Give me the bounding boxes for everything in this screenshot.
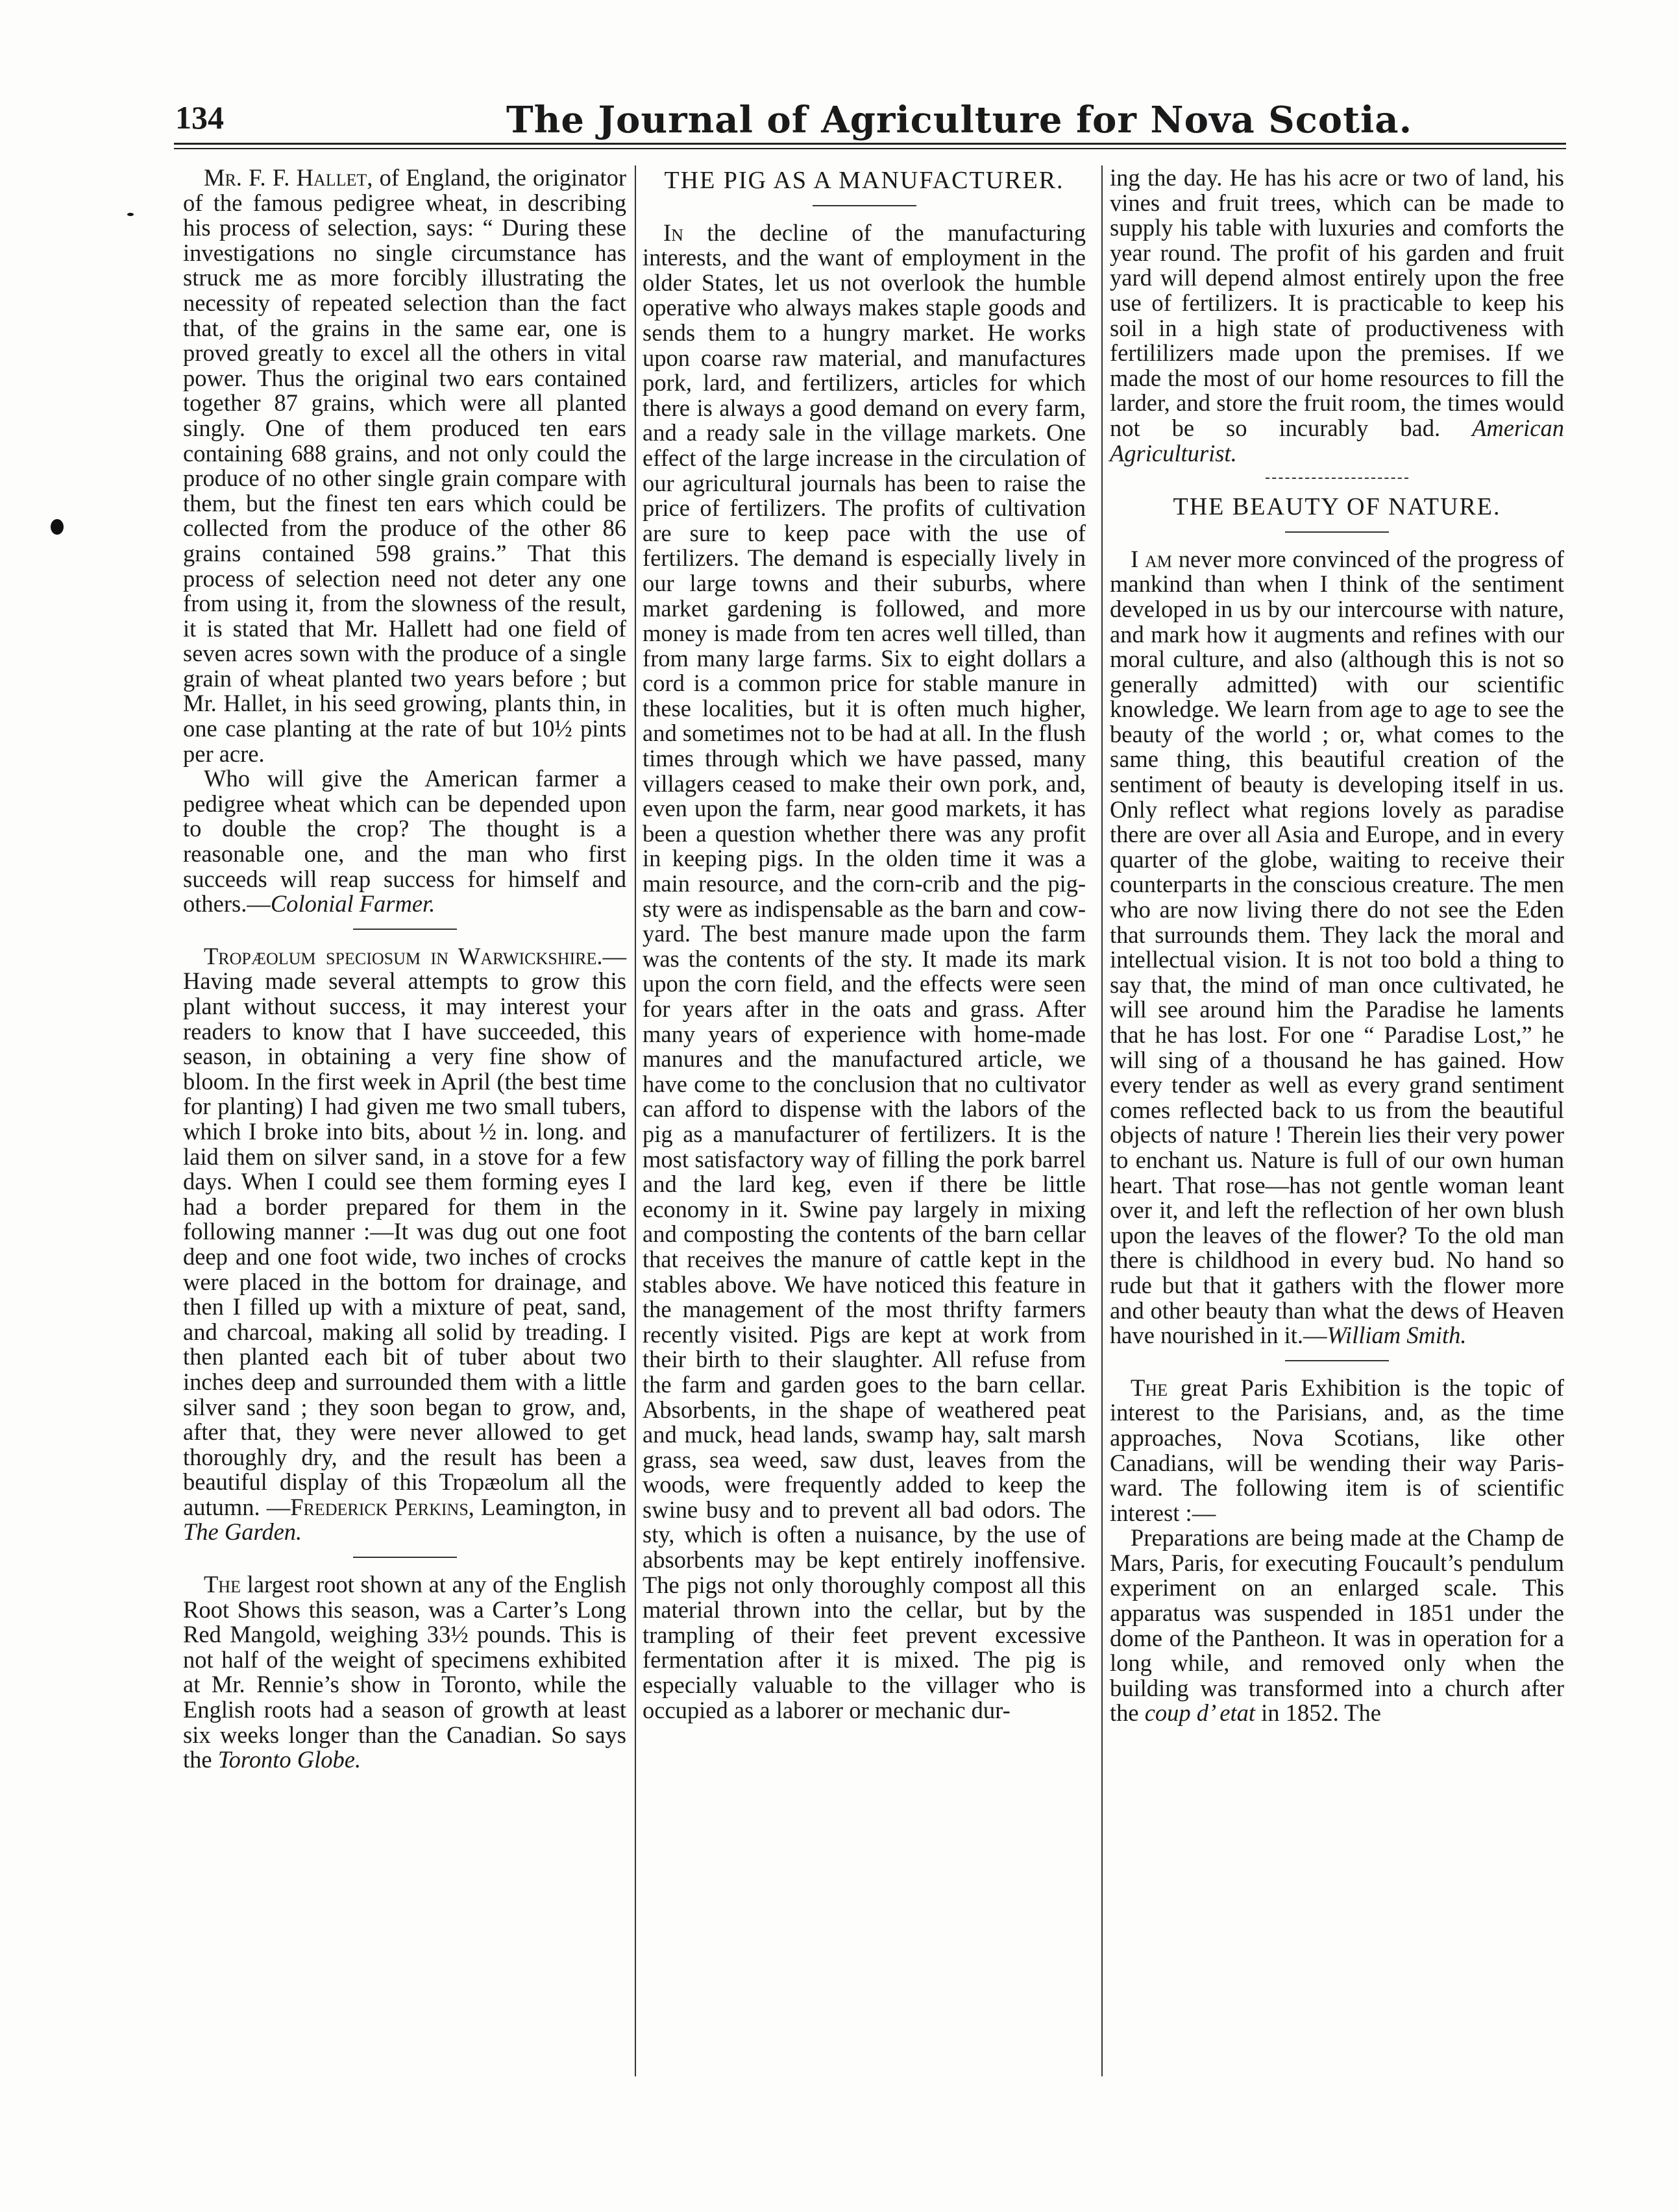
- article-text: of England, the originator of the famous pedigree wheat, in describing his process of selection, says: “ During these investigations no single circumstance has struck me as more forcibly illustrating the necessity of repeated selection than the fact that, of the grains in the same ear, one is proved greatly to excel all the others in vital power. Thus the original two ears contained together 87 grains, which were all planted singly. One of them produced ten ears containing 688 grains, and not only could the produce of no other single grain compare with them, but the finest ten ears which could be collected from the produce of the other 86 grains contained 598 grains.” That this process of selection need not deter any one from using it, from the slowness of the result, it is stated that Mr. Hallett had one field of seven acres sown with the produce of a single grain of wheat planted two years before ; but Mr. Hallet, in his seed growing, plants thin, in one case planting at the rate of but 10½ pints per acre.: [183, 164, 626, 767]
- article-source: The Garden.: [183, 1518, 302, 1546]
- article-text: great Paris Exhibition is the topic of interest to the Parisians, and, as the time approaches, Nova Scotians, like other Canadians, will be wending their way Paris-ward. The following item is of scientific interest :—: [1110, 1374, 1564, 1526]
- article-text: in 1852. The: [1255, 1699, 1381, 1727]
- article-lead: Tropæolum speciosum in Warwickshire.: [204, 942, 603, 969]
- header-rule-inner: [174, 148, 1566, 149]
- article-italic: coup d’ etat: [1144, 1699, 1256, 1727]
- journal-title: The Journal of Agriculture for Nova Scotia.: [506, 99, 1413, 141]
- article-lead: Mr. F. F. Hallet,: [204, 164, 373, 191]
- page-number: 134: [175, 99, 224, 136]
- article-text: never more convinced of the progress of mankind than when I think of the sentiment developed in us by our intercourse with nature, and mark how it augments and refines with our moral culture, and also (although this is not so generally admitted) with our scientific knowledge. We learn from age to age to see the beauty of the world ; or, what comes to the same thing, this beautiful creation of the sentiment of beauty is developing itself in us. Only reflect what regions lovely as paradise there are over all Asia and Europe, and in every quarter of the globe, waiting to receive their counterparts in the conscious creature. The men who are now living there do not see the Eden that surrounds them. They lack the moral and intellectual vision. It is not too bold a thing to say that, the mind of man once cultivated, he will see around him the Paradise he laments that he has lost. For one “ Paradise Lost,” he will sing of a thousand he has gained. How every tender as well as every grand sentiment comes reflected back to us from the beautiful objects of nature ! Therein lies their very power to enchant us. Nature is full of our own human heart. That rose—has not gentle woman leant over it, and left the reflection of her own blush upon the leaves of the flower? To the old man there is childhood in every bud. No hand so rude but that it gathers with the flower more and other beauty than what the dews of Heaven have nourished in it.—: [1110, 545, 1564, 1349]
- headline-pig: THE PIG AS A MANUFACTURER.: [664, 167, 1064, 194]
- article-hallet-wheat: [183, 165, 626, 766]
- section-separator: [353, 1557, 457, 1558]
- article-beauty: [1110, 547, 1564, 1348]
- article-paris-exhibition: [1110, 1376, 1564, 1526]
- article-author: Frederick Perkins,: [290, 1493, 474, 1520]
- column-divider: [635, 165, 636, 2076]
- article-tropaeolum: [183, 944, 626, 1545]
- section-separator: [353, 929, 457, 930]
- section-separator: [1266, 478, 1408, 479]
- article-text: Who will give the American farmer a pedigree wheat which can be depended upon to double the crop? The thought is a reasonable one, and the man who first succeeds will reap success for himself and others.—: [183, 765, 626, 918]
- article-pig: [643, 221, 1086, 1723]
- article-pedigree-wheat: [183, 766, 626, 917]
- column-divider: [1101, 165, 1103, 2076]
- header-rule: [174, 143, 1566, 145]
- article-text: the decline of the manufacturing interests, and the want of employment in the older States, let us not overlook the humble operative who always makes staple goods and sends them to a hungry market. He works upon coarse raw material, and manufactures pork, lard, and fertilizers, articles for which there is always a good demand on every farm, and a ready sale in the village markets. One effect of the large increase in the circulation of our agricultural journals has been to raise the price of fertilizers. The profits of cultivation are sure to keep pace with the use of fertilizers. The demand is especially lively in our large towns and their suburbs, where market gardening is followed, and more money is made from ten acres well tilled, than from many large farms. Six to eight dollars a cord is a common price for stable manure in these localities, but it is often much higher, and sometimes not to be had at all. In the flush times through which we have passed, many villagers ceased to make their own pork, and, even upon the farm, near good markets, it has been a question whether there was any profit in keeping pigs. In the olden time it was a main resource, and the corn-crib and the pig-sty were as indispensable as the barn and cow-yard. The best manure made upon the farm was the contents of the sty. It made its mark upon the corn field, and the effects were seen for years after in the oats and grass. After many years of experience with home-made manures and the manufactured article, we have come to the conclusion that no cultivator can afford to dispense with the labors of the pig as a manufacturer of fertilizers. It is the most satisfactory way of filling the pork barrel and the lard keg, even if there be little economy in it. Swine pay largely in mixing and composting the contents of the barn cellar that receives the manure of cattle kept in the stables above. We have noticed this feature in the management of the most thrifty farmers recently visited. Pigs are kept at work from their birth to their slaughter. All refuse from the farm and garden goes to the barn cellar. Absorbents, in the shape of weathered peat and muck, head lands, swamp hay, salt marsh grass, sea weed, saw dust, leaves from the woods, were frequently added to keep the swine busy and to prevent all bad odors. The sty, which is often a nuisance, by the use of absorbents may be kept entirely inoffensive. The pigs not only thoroughly compost all this material thrown into the cellar, but by the trampling of their feet prevent excessive fermentation after it is mixed. The pig is especially valuable to the villager who is occupied as a laborer or mechanic dur-: [643, 219, 1086, 1723]
- article-foucault: [1110, 1525, 1564, 1726]
- headline-beauty: THE BEAUTY OF NATURE.: [1173, 493, 1501, 521]
- article-pig-continued: [1110, 165, 1564, 466]
- article-source: American Agriculturist.: [1110, 414, 1564, 467]
- article-text: ing the day. He has his acre or two of land, his vines and fruit trees, which can be made to supply his table with luxuries and comforts the year round. The profit of his garden and fruit yard will depend almost entirely upon the free use of fertilizers. It is practicable to keep his soil in a high state of productiveness with fertililizers made upon the premises. If we made the most of our home resources to fill the larder, and store the fruit room, the times would not be so incurably bad.: [1110, 164, 1564, 441]
- section-separator: [813, 205, 916, 206]
- article-author: William Smith.: [1327, 1322, 1467, 1349]
- section-separator: [1285, 531, 1389, 533]
- article-lead: In: [663, 219, 683, 246]
- article-source: Colonial Farmer.: [270, 890, 435, 918]
- column-2: [643, 165, 1086, 2080]
- article-mangold: [183, 1572, 626, 1773]
- article-text: Preparations are being made at the Champ de Mars, Paris, for executing Foucault’s pendulum experiment on an enlarged scale. This apparatus was suspended in 1851 under the dome of the Pantheon. It was in operation for a long while, and removed only when the building was transformed into a church after the: [1110, 1524, 1564, 1727]
- article-lead: The: [1131, 1374, 1168, 1401]
- ink-mark: [127, 213, 134, 216]
- section-separator: [1285, 1360, 1389, 1361]
- article-lead: The: [204, 1571, 241, 1598]
- article-text: largest root shown at any of the English Root Shows this season, was a Carter’s Long Red Mangold, weighing 33½ pounds. This is not half of the weight of specimens exhibited at Mr. Rennie’s show in Toronto, while the English roots had a season of growth at least six weeks longer than the Canadian. So says the: [183, 1571, 626, 1773]
- article-text: —Having made several attempts to grow this plant without success, it may interest your readers to know that I have succeeded, this season, in obtaining a very fine show of bloom. In the first week in April (the best time for planting) I had given me two small tubers, which I broke into bits, about ½ in. long. and laid them on silver sand, in a stove for a few days. When I could see them forming eyes I had a border prepared for them in the following manner :—It was dug out one foot deep and one foot wide, two inches of crocks were placed in the bottom for drainage, and then I filled up with a mixture of peat, sand, and charcoal, making all solid by treading. I then planted each bit of tuber about two inches deep and surrounded them with a little silver sand ; they soon began to grow, and, after that, they were never allowed to get thoroughly dry, and the result has been a beautiful display of this Tropæolum all the autumn. —: [183, 942, 626, 1520]
- article-source: Toronto Globe.: [217, 1746, 362, 1773]
- column-3: [1110, 165, 1564, 2080]
- article-text: Leamington, in: [474, 1493, 626, 1520]
- article-lead: I am: [1131, 545, 1172, 572]
- column-1: [183, 165, 626, 2041]
- ink-mark: [51, 519, 64, 535]
